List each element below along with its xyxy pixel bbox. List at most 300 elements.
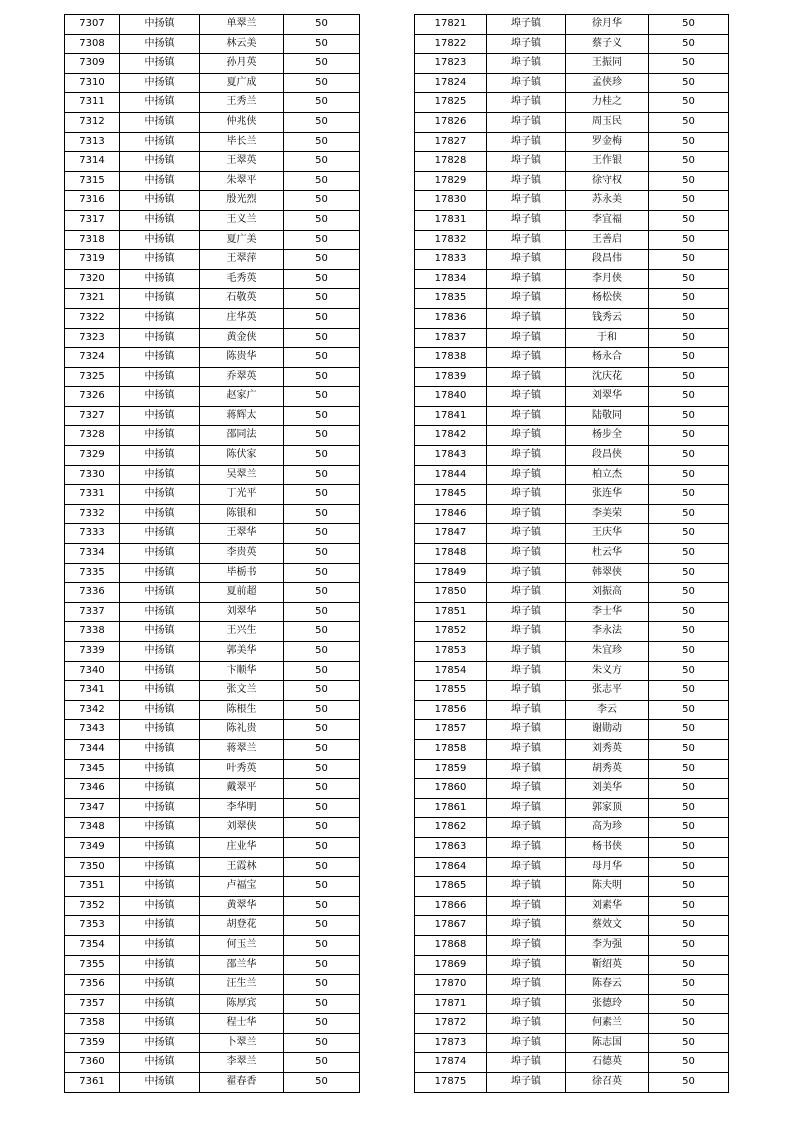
table-row <box>65 681 360 701</box>
table-row <box>415 896 729 916</box>
person-name-cell: 朱宜珍 <box>566 642 649 662</box>
amount-cell: 50 <box>649 935 729 955</box>
person-name-cell: 夏前超 <box>200 583 284 603</box>
person-name-cell: 罗金梅 <box>566 132 649 152</box>
town-cell: 埠子镇 <box>487 1014 566 1034</box>
table-row <box>415 681 729 701</box>
town-cell: 埠子镇 <box>487 73 566 93</box>
amount-cell: 50 <box>649 916 729 936</box>
table-row <box>415 1073 729 1093</box>
town-cell: 埠子镇 <box>487 524 566 544</box>
table-row <box>65 955 360 975</box>
amount-cell: 50 <box>649 661 729 681</box>
record-id-cell: 17847 <box>415 524 487 544</box>
record-id-cell: 17848 <box>415 544 487 564</box>
person-name-cell: 程士华 <box>200 1014 284 1034</box>
record-id-cell: 7339 <box>65 642 120 662</box>
amount-cell: 50 <box>649 152 729 172</box>
amount-cell: 50 <box>284 935 360 955</box>
record-id-cell: 17866 <box>415 896 487 916</box>
record-id-cell: 7318 <box>65 230 120 250</box>
person-name-cell: 韩翠侠 <box>566 563 649 583</box>
town-cell: 埠子镇 <box>487 779 566 799</box>
person-name-cell: 陈礼贵 <box>200 720 284 740</box>
amount-cell: 50 <box>284 700 360 720</box>
town-cell: 埠子镇 <box>487 642 566 662</box>
table-row <box>415 877 729 897</box>
amount-cell: 50 <box>284 73 360 93</box>
person-name-cell: 毕栃书 <box>200 563 284 583</box>
amount-cell: 50 <box>284 1053 360 1073</box>
table-row <box>65 1033 360 1053</box>
town-cell: 中扬镇 <box>120 387 200 407</box>
person-name-cell: 王霞林 <box>200 857 284 877</box>
table-row <box>65 544 360 564</box>
amount-cell: 50 <box>284 250 360 270</box>
amount-cell: 50 <box>649 406 729 426</box>
table-row <box>65 328 360 348</box>
town-cell: 中扬镇 <box>120 446 200 466</box>
person-name-cell: 李华明 <box>200 798 284 818</box>
town-cell: 埠子镇 <box>487 171 566 191</box>
record-id-cell: 17822 <box>415 34 487 54</box>
person-name-cell: 赵家广 <box>200 387 284 407</box>
person-name-cell: 刘秀英 <box>566 739 649 759</box>
record-id-cell: 17831 <box>415 210 487 230</box>
amount-cell: 50 <box>284 289 360 309</box>
town-cell: 中扬镇 <box>120 1014 200 1034</box>
table-row <box>415 935 729 955</box>
table-row <box>65 994 360 1014</box>
table-row <box>65 54 360 74</box>
person-name-cell: 蒋辉太 <box>200 406 284 426</box>
table-row <box>415 818 729 838</box>
table-row <box>415 1033 729 1053</box>
table-row <box>415 348 729 368</box>
person-name-cell: 苏永美 <box>566 191 649 211</box>
record-id-cell: 7308 <box>65 34 120 54</box>
record-id-cell: 7310 <box>65 73 120 93</box>
person-name-cell: 翟春香 <box>200 1073 284 1093</box>
table-row <box>415 191 729 211</box>
table-row <box>415 387 729 407</box>
amount-cell: 50 <box>649 955 729 975</box>
record-id-cell: 17825 <box>415 93 487 113</box>
person-name-cell: 段昌侠 <box>566 446 649 466</box>
town-cell: 中扬镇 <box>120 544 200 564</box>
record-id-cell: 17833 <box>415 250 487 270</box>
table-row <box>65 171 360 191</box>
amount-cell: 50 <box>284 210 360 230</box>
record-id-cell: 17850 <box>415 583 487 603</box>
person-name-cell: 戴翠平 <box>200 779 284 799</box>
amount-cell: 50 <box>649 563 729 583</box>
person-name-cell: 王作银 <box>566 152 649 172</box>
person-name-cell: 杨步全 <box>566 426 649 446</box>
record-id-cell: 17869 <box>415 955 487 975</box>
town-cell: 埠子镇 <box>487 955 566 975</box>
person-name-cell: 单翠兰 <box>200 15 284 35</box>
amount-cell: 50 <box>284 857 360 877</box>
person-name-cell: 高为珍 <box>566 818 649 838</box>
town-cell: 中扬镇 <box>120 230 200 250</box>
amount-cell: 50 <box>649 93 729 113</box>
town-cell: 埠子镇 <box>487 994 566 1014</box>
town-cell: 埠子镇 <box>487 857 566 877</box>
record-id-cell: 7338 <box>65 622 120 642</box>
amount-cell: 50 <box>649 739 729 759</box>
amount-cell: 50 <box>649 54 729 74</box>
person-name-cell: 徐召英 <box>566 1073 649 1093</box>
record-id-cell: 7314 <box>65 152 120 172</box>
town-cell: 埠子镇 <box>487 485 566 505</box>
person-name-cell: 庄业华 <box>200 837 284 857</box>
person-name-cell: 汪生兰 <box>200 975 284 995</box>
amount-cell: 50 <box>284 93 360 113</box>
record-id-cell: 7330 <box>65 465 120 485</box>
person-name-cell: 杨书侠 <box>566 837 649 857</box>
table-row <box>65 250 360 270</box>
amount-cell: 50 <box>284 739 360 759</box>
town-cell: 中扬镇 <box>120 622 200 642</box>
table-row <box>65 387 360 407</box>
amount-cell: 50 <box>284 916 360 936</box>
town-cell: 中扬镇 <box>120 994 200 1014</box>
town-cell: 埠子镇 <box>487 739 566 759</box>
person-name-cell: 周玉民 <box>566 112 649 132</box>
table-row <box>65 837 360 857</box>
town-cell: 埠子镇 <box>487 406 566 426</box>
person-name-cell: 力桂之 <box>566 93 649 113</box>
table-row <box>415 955 729 975</box>
table-row <box>65 465 360 485</box>
record-id-cell: 7315 <box>65 171 120 191</box>
table-row <box>65 191 360 211</box>
amount-cell: 50 <box>649 720 729 740</box>
person-name-cell: 卞顺华 <box>200 661 284 681</box>
town-cell: 埠子镇 <box>487 93 566 113</box>
town-cell: 中扬镇 <box>120 720 200 740</box>
person-name-cell: 孙月英 <box>200 54 284 74</box>
amount-cell: 50 <box>284 955 360 975</box>
person-name-cell: 何玉兰 <box>200 935 284 955</box>
record-id-cell: 7348 <box>65 818 120 838</box>
table-row <box>415 132 729 152</box>
amount-cell: 50 <box>284 230 360 250</box>
record-id-cell: 17837 <box>415 328 487 348</box>
town-cell: 埠子镇 <box>487 1053 566 1073</box>
amount-cell: 50 <box>284 642 360 662</box>
person-name-cell: 王翠华 <box>200 524 284 544</box>
record-id-cell: 17874 <box>415 1053 487 1073</box>
person-name-cell: 卜翠兰 <box>200 1033 284 1053</box>
amount-cell: 50 <box>284 54 360 74</box>
town-cell: 埠子镇 <box>487 112 566 132</box>
town-cell: 埠子镇 <box>487 916 566 936</box>
amount-cell: 50 <box>649 73 729 93</box>
person-name-cell: 陆敬同 <box>566 406 649 426</box>
table-row <box>415 308 729 328</box>
town-cell: 中扬镇 <box>120 54 200 74</box>
record-id-cell: 17856 <box>415 700 487 720</box>
table-row <box>415 230 729 250</box>
person-name-cell: 钱秀云 <box>566 308 649 328</box>
person-name-cell: 吴翠兰 <box>200 465 284 485</box>
person-name-cell: 李士华 <box>566 602 649 622</box>
table-row <box>65 93 360 113</box>
person-name-cell: 母月华 <box>566 857 649 877</box>
town-cell: 埠子镇 <box>487 465 566 485</box>
record-id-cell: 7343 <box>65 720 120 740</box>
person-name-cell: 王善启 <box>566 230 649 250</box>
table-row <box>415 250 729 270</box>
record-id-cell: 7311 <box>65 93 120 113</box>
person-name-cell: 刘振高 <box>566 583 649 603</box>
town-cell: 埠子镇 <box>487 504 566 524</box>
table-row <box>415 1014 729 1034</box>
amount-cell: 50 <box>284 191 360 211</box>
table-row <box>415 406 729 426</box>
record-id-cell: 17827 <box>415 132 487 152</box>
amount-cell: 50 <box>649 446 729 466</box>
town-cell: 中扬镇 <box>120 935 200 955</box>
table-row <box>65 230 360 250</box>
town-cell: 中扬镇 <box>120 406 200 426</box>
town-cell: 中扬镇 <box>120 210 200 230</box>
town-cell: 中扬镇 <box>120 739 200 759</box>
record-id-cell: 7342 <box>65 700 120 720</box>
table-row <box>415 622 729 642</box>
record-id-cell: 17875 <box>415 1073 487 1093</box>
person-name-cell: 陈厚宾 <box>200 994 284 1014</box>
amount-cell: 50 <box>649 779 729 799</box>
person-name-cell: 黄翠华 <box>200 896 284 916</box>
person-name-cell: 朱义方 <box>566 661 649 681</box>
town-cell: 埠子镇 <box>487 250 566 270</box>
table-row <box>415 446 729 466</box>
table-row <box>415 837 729 857</box>
person-name-cell: 李翠兰 <box>200 1053 284 1073</box>
amount-cell: 50 <box>284 896 360 916</box>
amount-cell: 50 <box>284 720 360 740</box>
town-cell: 埠子镇 <box>487 367 566 387</box>
record-id-cell: 17854 <box>415 661 487 681</box>
town-cell: 中扬镇 <box>120 269 200 289</box>
record-id-cell: 17870 <box>415 975 487 995</box>
amount-cell: 50 <box>284 759 360 779</box>
amount-cell: 50 <box>649 15 729 35</box>
town-cell: 中扬镇 <box>120 73 200 93</box>
record-id-cell: 7354 <box>65 935 120 955</box>
record-id-cell: 7335 <box>65 563 120 583</box>
record-id-cell: 7359 <box>65 1033 120 1053</box>
record-id-cell: 7361 <box>65 1073 120 1093</box>
person-name-cell: 陈根生 <box>200 700 284 720</box>
amount-cell: 50 <box>284 818 360 838</box>
town-cell: 埠子镇 <box>487 681 566 701</box>
record-id-cell: 7331 <box>65 485 120 505</box>
amount-cell: 50 <box>649 622 729 642</box>
amount-cell: 50 <box>284 602 360 622</box>
person-name-cell: 王秀兰 <box>200 93 284 113</box>
record-id-cell: 7346 <box>65 779 120 799</box>
table-row <box>65 152 360 172</box>
amount-cell: 50 <box>284 583 360 603</box>
town-cell: 中扬镇 <box>120 779 200 799</box>
amount-cell: 50 <box>649 583 729 603</box>
town-cell: 埠子镇 <box>487 132 566 152</box>
table-row <box>65 642 360 662</box>
amount-cell: 50 <box>284 112 360 132</box>
amount-cell: 50 <box>649 994 729 1014</box>
town-cell: 埠子镇 <box>487 661 566 681</box>
record-id-cell: 7324 <box>65 348 120 368</box>
town-cell: 中扬镇 <box>120 837 200 857</box>
record-id-cell: 17821 <box>415 15 487 35</box>
person-name-cell: 庄华英 <box>200 308 284 328</box>
table-row <box>415 563 729 583</box>
record-id-cell: 7326 <box>65 387 120 407</box>
table-row <box>65 622 360 642</box>
person-name-cell: 王翠英 <box>200 152 284 172</box>
town-cell: 中扬镇 <box>120 975 200 995</box>
amount-cell: 50 <box>284 1033 360 1053</box>
town-cell: 中扬镇 <box>120 152 200 172</box>
table-row <box>415 328 729 348</box>
record-id-cell: 17842 <box>415 426 487 446</box>
town-cell: 中扬镇 <box>120 896 200 916</box>
town-cell: 中扬镇 <box>120 348 200 368</box>
amount-cell: 50 <box>649 602 729 622</box>
table-row <box>415 779 729 799</box>
record-id-cell: 17846 <box>415 504 487 524</box>
amount-cell: 50 <box>649 544 729 564</box>
person-name-cell: 邵同法 <box>200 426 284 446</box>
amount-cell: 50 <box>284 622 360 642</box>
table-row <box>65 1073 360 1093</box>
amount-cell: 50 <box>649 798 729 818</box>
record-id-cell: 17826 <box>415 112 487 132</box>
table-row <box>65 289 360 309</box>
person-name-cell: 陈银和 <box>200 504 284 524</box>
record-id-cell: 7351 <box>65 877 120 897</box>
record-id-cell: 17835 <box>415 289 487 309</box>
town-cell: 中扬镇 <box>120 191 200 211</box>
record-id-cell: 7319 <box>65 250 120 270</box>
table-row <box>415 602 729 622</box>
amount-cell: 50 <box>649 308 729 328</box>
amount-cell: 50 <box>649 191 729 211</box>
record-id-cell: 17845 <box>415 485 487 505</box>
amount-cell: 50 <box>284 837 360 857</box>
record-id-cell: 17851 <box>415 602 487 622</box>
person-name-cell: 徐守权 <box>566 171 649 191</box>
table-row <box>415 544 729 564</box>
person-name-cell: 杨永合 <box>566 348 649 368</box>
town-cell: 中扬镇 <box>120 1073 200 1093</box>
right-roster-table <box>414 14 729 1093</box>
table-row <box>415 642 729 662</box>
town-cell: 中扬镇 <box>120 367 200 387</box>
table-row <box>65 426 360 446</box>
amount-cell: 50 <box>284 465 360 485</box>
town-cell: 中扬镇 <box>120 916 200 936</box>
town-cell: 中扬镇 <box>120 485 200 505</box>
town-cell: 埠子镇 <box>487 426 566 446</box>
town-cell: 中扬镇 <box>120 563 200 583</box>
amount-cell: 50 <box>649 132 729 152</box>
amount-cell: 50 <box>649 1014 729 1034</box>
person-name-cell: 李月侠 <box>566 269 649 289</box>
person-name-cell: 朱翠平 <box>200 171 284 191</box>
amount-cell: 50 <box>284 681 360 701</box>
record-id-cell: 17823 <box>415 54 487 74</box>
town-cell: 埠子镇 <box>487 720 566 740</box>
person-name-cell: 陈春云 <box>566 975 649 995</box>
amount-cell: 50 <box>284 485 360 505</box>
amount-cell: 50 <box>284 34 360 54</box>
table-row <box>415 661 729 681</box>
record-id-cell: 7328 <box>65 426 120 446</box>
record-id-cell: 7312 <box>65 112 120 132</box>
amount-cell: 50 <box>284 661 360 681</box>
person-name-cell: 徐月华 <box>566 15 649 35</box>
record-id-cell: 7325 <box>65 367 120 387</box>
town-cell: 埠子镇 <box>487 191 566 211</box>
town-cell: 埠子镇 <box>487 210 566 230</box>
amount-cell: 50 <box>649 426 729 446</box>
table-row <box>65 504 360 524</box>
person-name-cell: 于和 <box>566 328 649 348</box>
town-cell: 埠子镇 <box>487 308 566 328</box>
table-row <box>65 877 360 897</box>
amount-cell: 50 <box>649 818 729 838</box>
town-cell: 埠子镇 <box>487 269 566 289</box>
person-name-cell: 何素兰 <box>566 1014 649 1034</box>
person-name-cell: 夏广成 <box>200 73 284 93</box>
table-row <box>65 700 360 720</box>
town-cell: 中扬镇 <box>120 681 200 701</box>
record-id-cell: 7349 <box>65 837 120 857</box>
town-cell: 埠子镇 <box>487 877 566 897</box>
person-name-cell: 殷光烈 <box>200 191 284 211</box>
person-name-cell: 李宜福 <box>566 210 649 230</box>
amount-cell: 50 <box>284 1073 360 1093</box>
table-row <box>415 975 729 995</box>
record-id-cell: 7332 <box>65 504 120 524</box>
person-name-cell: 李美荣 <box>566 504 649 524</box>
town-cell: 埠子镇 <box>487 563 566 583</box>
record-id-cell: 7333 <box>65 524 120 544</box>
table-row <box>65 739 360 759</box>
table-row <box>65 485 360 505</box>
town-cell: 中扬镇 <box>120 34 200 54</box>
record-id-cell: 7341 <box>65 681 120 701</box>
town-cell: 埠子镇 <box>487 387 566 407</box>
amount-cell: 50 <box>284 269 360 289</box>
table-row <box>415 994 729 1014</box>
record-id-cell: 17834 <box>415 269 487 289</box>
table-row <box>415 171 729 191</box>
record-id-cell: 17838 <box>415 348 487 368</box>
amount-cell: 50 <box>284 15 360 35</box>
table-row <box>415 34 729 54</box>
person-name-cell: 刘翠华 <box>566 387 649 407</box>
table-row <box>415 720 729 740</box>
amount-cell: 50 <box>284 544 360 564</box>
amount-cell: 50 <box>649 1053 729 1073</box>
person-name-cell: 孟侠珍 <box>566 73 649 93</box>
